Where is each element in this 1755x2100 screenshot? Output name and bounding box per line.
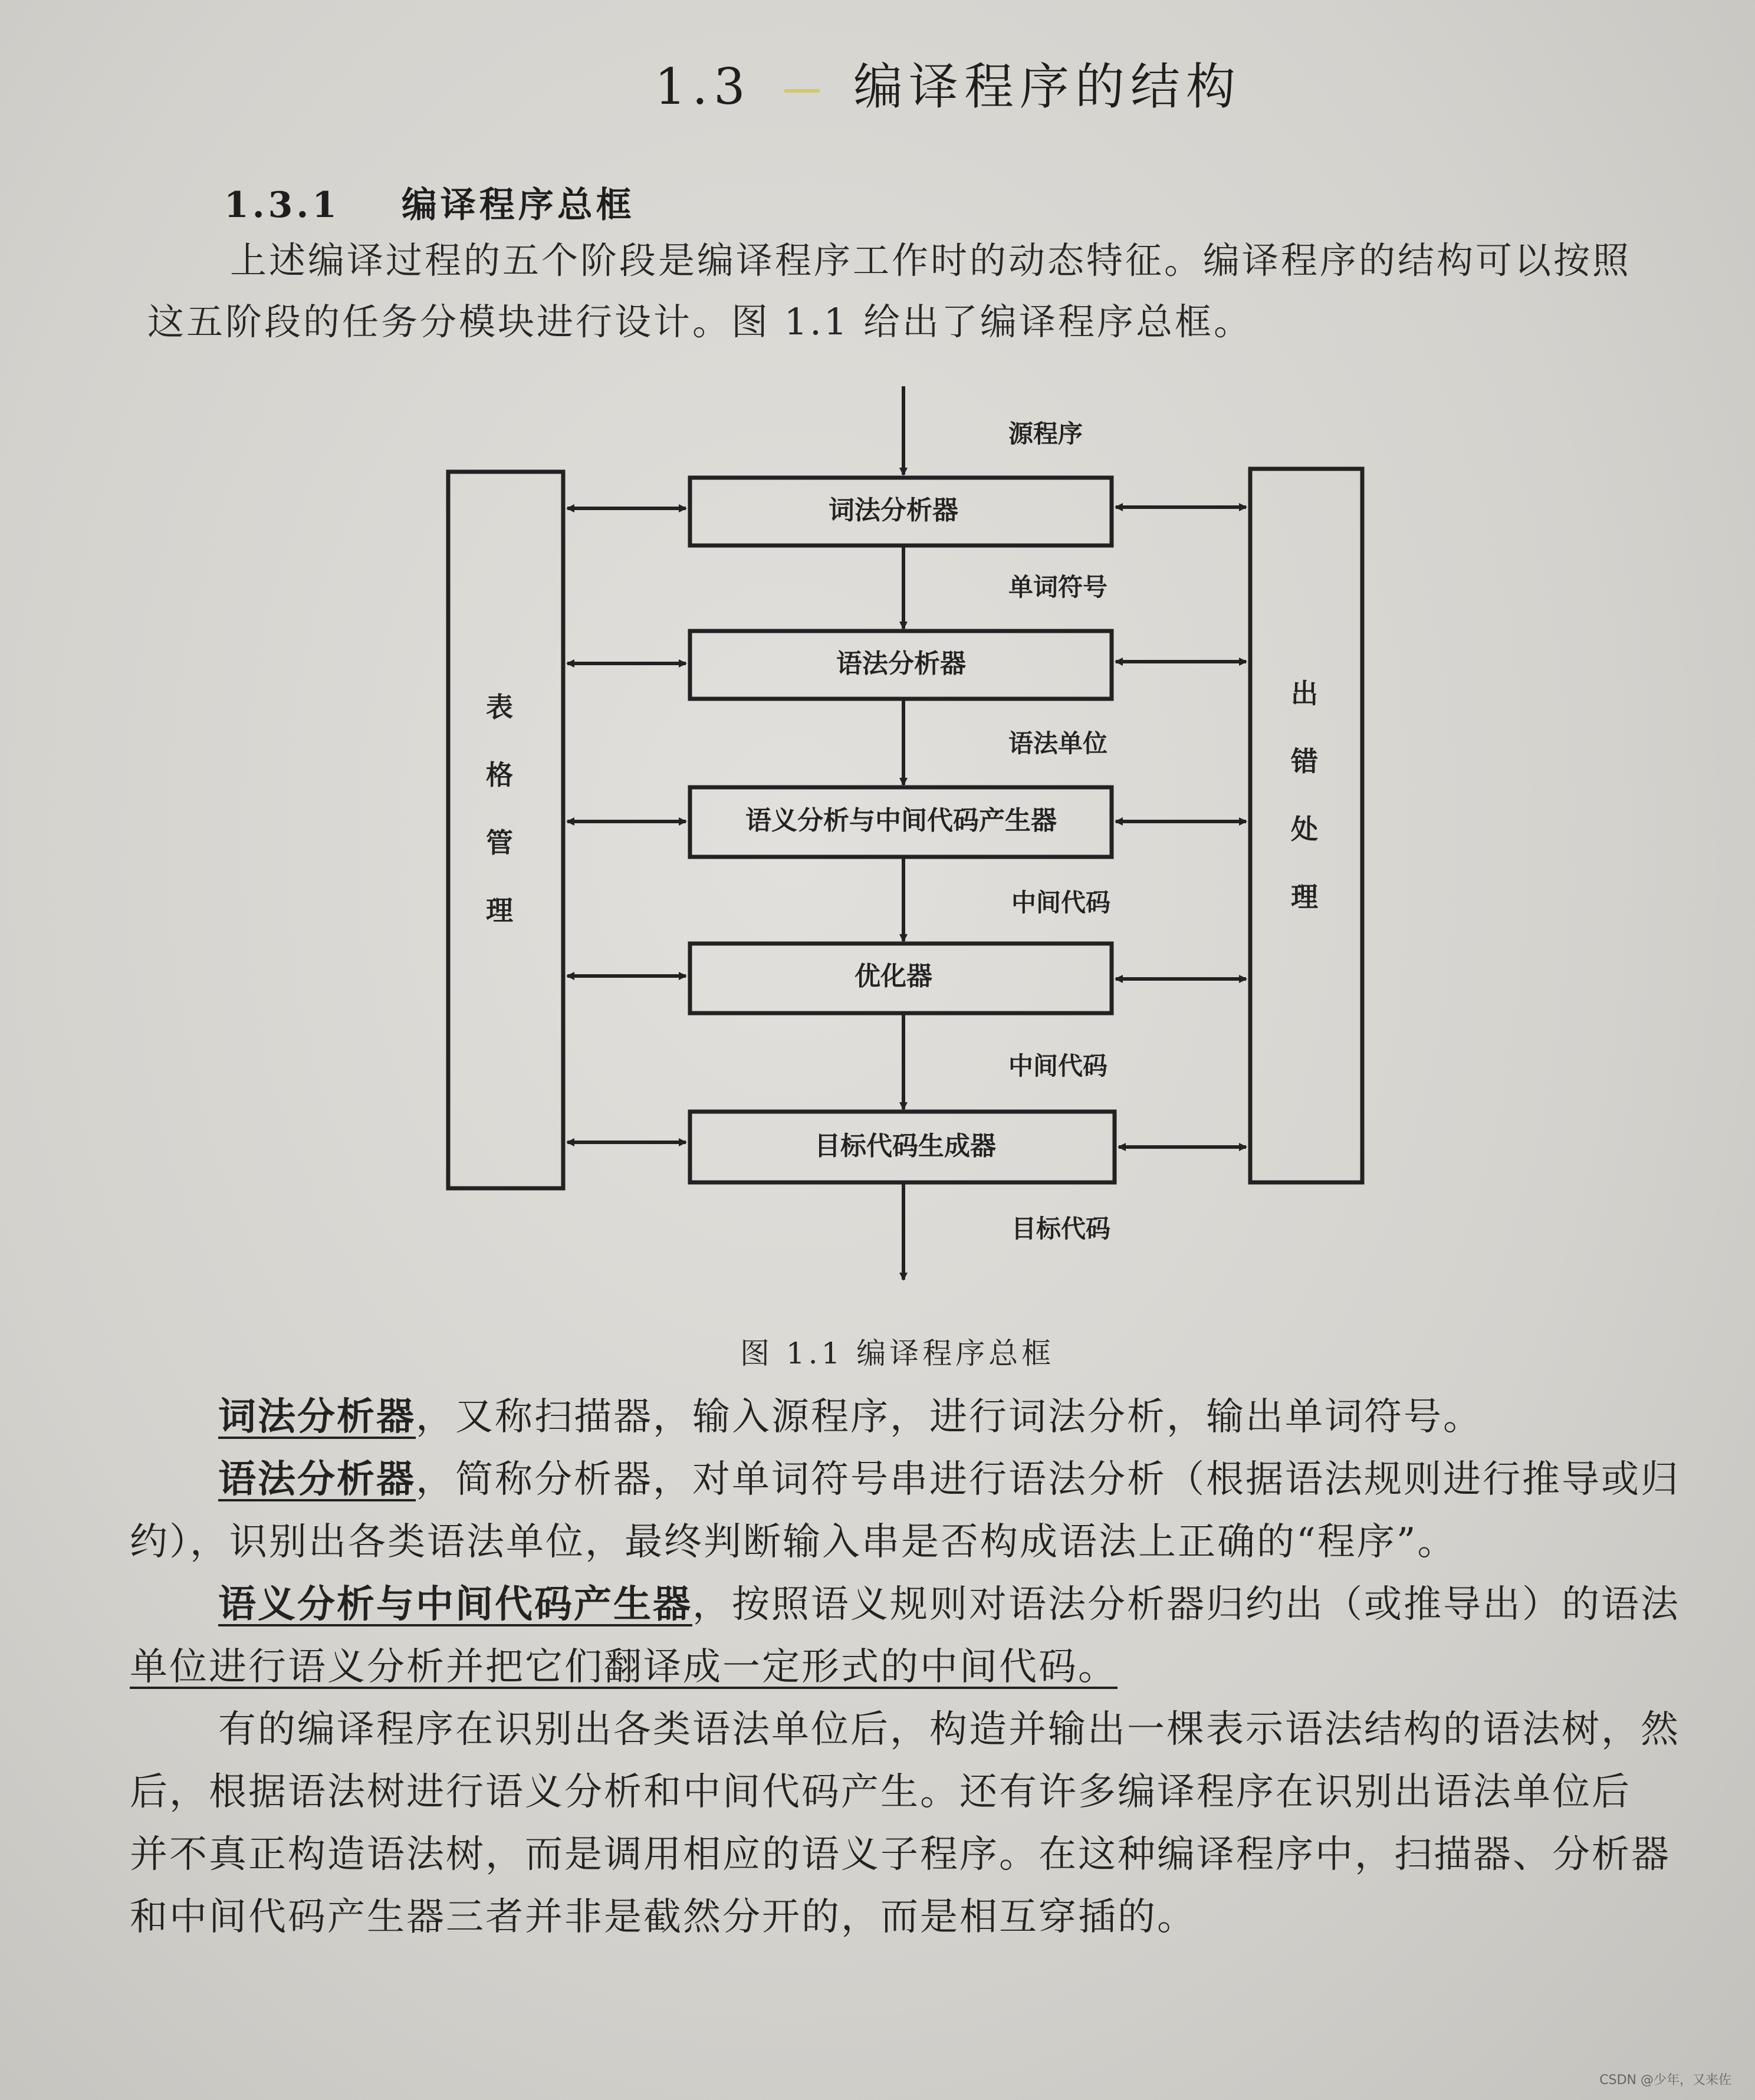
flow-label-ir-1: 中间代码	[1011, 888, 1111, 917]
semantic-description-1: ，按照语义规则对语法分析器归约出（或推导出）的语法	[692, 1583, 1680, 1626]
error-panel-char-3: 处	[1291, 813, 1318, 845]
semantic-paragraph-line-2: 单位进行语义分析并把它们翻译成一定形式的中间代码。	[130, 1645, 1118, 1689]
flow-label-syntax-units: 语法单位	[1008, 729, 1108, 758]
flow-label-tokens: 单词符号	[1008, 573, 1108, 602]
semantic-label: 语义分析与中间代码产生器	[745, 806, 1057, 836]
watermark: CSDN @少年，又来佐	[1599, 2073, 1731, 2088]
error-panel-char-2: 错	[1291, 745, 1318, 777]
parser-description-1: ，简称分析器，对单词符号串进行语法分析（根据语法规则进行推导或归	[416, 1458, 1680, 1501]
figure-caption: 图 1.1 编译程序总框	[740, 1336, 1055, 1371]
lexer-label: 词法分析器	[829, 495, 958, 525]
subsection-heading: 编译程序总框	[401, 185, 635, 226]
flow-label-ir-2: 中间代码	[1008, 1051, 1108, 1080]
intro-line-2: 这五阶段的任务分模块进行设计。图 1.1 给出了编译程序总框。	[147, 300, 1253, 343]
section-number: 1.3	[655, 58, 751, 116]
intro-line-1: 上述编译过程的五个阶段是编译程序工作时的动态特征。编译程序的结构可以按照	[230, 239, 1632, 282]
parser-paragraph-line-1	[130, 1448, 1704, 1511]
flow-label-target: 目标代码	[1011, 1214, 1111, 1243]
codegen-label: 目标代码生成器	[814, 1131, 996, 1161]
tree-paragraph-line-2: 后，根据语法树进行语义分析和中间代码产生。还有许多编译程序在识别出语法单位后	[130, 1770, 1631, 1814]
semantic-paragraph-line-1	[130, 1573, 1704, 1636]
table-panel-char-1: 表	[486, 691, 513, 723]
parser-label: 语法分析器	[836, 649, 966, 679]
lexer-term: 词法分析器	[218, 1395, 416, 1439]
semantic-term: 语义分析与中间代码产生器	[218, 1582, 692, 1626]
table-panel-char-2: 格	[486, 759, 513, 791]
parser-paragraph-line-2: 约），识别出各类语法单位，最终判断输入串是否构成语法上正确的“程序”。	[130, 1520, 1457, 1564]
parser-term: 语法分析器	[218, 1457, 416, 1501]
error-panel-char-1: 出	[1291, 678, 1318, 709]
table-panel-char-3: 管	[486, 827, 513, 859]
subsection-number: 1.3.1	[224, 185, 341, 226]
tree-paragraph-line-1: 有的编译程序在识别出各类语法单位后，构造并输出一棵表示语法结构的语法树，然	[218, 1708, 1680, 1751]
table-panel-char-4: 理	[486, 895, 513, 926]
error-panel-char-4: 理	[1291, 881, 1318, 913]
lexer-description: ，又称扫描器，输入源程序，进行词法分析，输出单词符号。	[416, 1395, 1483, 1439]
body-text	[130, 1386, 1704, 1948]
optimizer-label: 优化器	[855, 961, 932, 991]
lexer-paragraph	[130, 1386, 1704, 1448]
section-heading: 编译程序的结构	[853, 58, 1242, 116]
tree-paragraph-line-4: 和中间代码产生器三者并非是截然分开的，而是相互穿插的。	[130, 1895, 1197, 1939]
flow-label-source: 源程序	[1008, 419, 1083, 448]
tree-paragraph-line-3: 并不真正构造语法树，而是调用相应的语义子程序。在这种编译程序中，扫描器、分析器	[130, 1833, 1671, 1876]
